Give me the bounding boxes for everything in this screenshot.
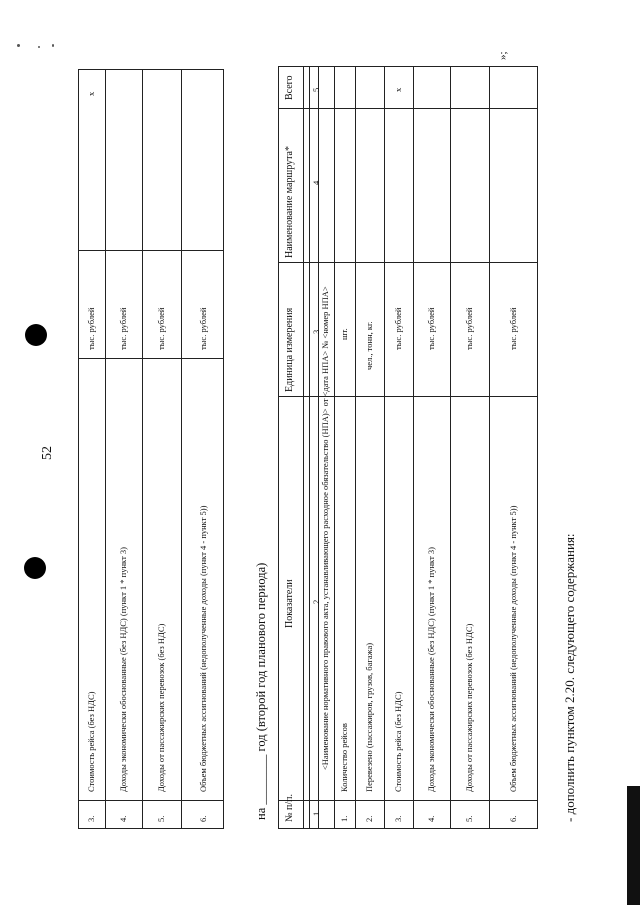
col-number: 1 xyxy=(311,811,321,816)
header-total: Всего xyxy=(284,75,295,100)
row-label: Доходы от пассажирских перевозок (без НДС) xyxy=(464,623,474,792)
top-row-unit: тыс. рублей xyxy=(198,307,208,350)
row-num: 2. xyxy=(364,815,374,822)
top-row-num: 3. xyxy=(86,815,96,822)
closing-quote: »; xyxy=(497,51,509,60)
header-unit: Единица измерения xyxy=(284,307,295,392)
top-row-label: Доходы экономически обоснованные (без НДС) (пункт 1 * пункт 3) xyxy=(118,547,128,792)
top-row-label: Объем бюджетных ассигнований (недополученные доходы (пункт 4 - пункт 5)) xyxy=(198,505,208,792)
row-label: Объем бюджетных ассигнований (недополученные доходы (пункт 4 - пункт 5)) xyxy=(508,505,518,792)
top-row-unit: тыс. рублей xyxy=(118,307,128,350)
punch-hole xyxy=(25,324,47,346)
footer-text: - дополнить пунктом 2.20. следующего содержания: xyxy=(562,533,577,822)
scan-speck xyxy=(17,44,20,47)
row-num: 4. xyxy=(426,815,436,822)
top-row-unit: тыс. рублей xyxy=(156,307,166,350)
header-indicators: Показатели xyxy=(284,579,295,628)
row-num: 5. xyxy=(464,815,474,822)
col-number: 5 xyxy=(311,87,321,92)
page-number: 52 xyxy=(40,446,55,460)
col-number: 3 xyxy=(311,329,321,334)
row-unit: тыс. рублей xyxy=(508,307,518,350)
row-unit: тыс. рублей xyxy=(393,307,403,350)
top-row-num: 6. xyxy=(198,815,208,822)
scan-speck xyxy=(52,44,54,47)
row-unit: чел., тонн, кг. xyxy=(364,321,374,370)
row-unit: тыс. рублей xyxy=(464,307,474,350)
scan-edge-bar xyxy=(627,786,640,905)
row-unit: тыс. рублей xyxy=(426,307,436,350)
row-num: 3. xyxy=(393,815,403,822)
section-heading xyxy=(254,563,269,820)
header-route: Наименование маршрута* xyxy=(284,146,295,258)
col-number: 2 xyxy=(311,599,321,604)
top-row-num: 4. xyxy=(118,815,128,822)
row-label: Доходы экономически обоснованные (без НДС) (пункт 1 * пункт 3) xyxy=(426,547,436,792)
top-row-label: Стоимость рейса (без НДС) xyxy=(86,691,96,792)
heading-blank: ________ xyxy=(254,754,268,805)
top-row-label: Доходы от пассажирских перевозок (без НДС) xyxy=(156,623,166,792)
row-unit: шт. xyxy=(339,328,349,340)
col-number: 4 xyxy=(311,180,321,185)
heading-prefix: на xyxy=(254,807,268,820)
punch-hole xyxy=(24,557,46,579)
npa-line: <Наименование нормативного правового акта, устанавливающего расходное обязательство (НПА)> от <дата НПА> № <номер НПА> xyxy=(320,286,330,770)
row-label: Стоимость рейса (без НДС) xyxy=(393,691,403,792)
top-row-num: 5. xyxy=(156,815,166,822)
row-num: 1. xyxy=(339,815,349,822)
row-label: Количество рейсов xyxy=(339,723,349,792)
top-row-unit: тыс. рублей xyxy=(86,307,96,350)
scan-speck xyxy=(38,46,40,48)
row-num: 6. xyxy=(508,815,518,822)
row-mark: x xyxy=(393,87,403,92)
row-label: Перевезено (пассажиров, грузов, багажа) xyxy=(364,642,374,792)
header-num: № п/п. xyxy=(284,793,295,822)
top-row-mark: x xyxy=(86,91,96,96)
heading-rest: год (второй год планового периода) xyxy=(254,562,268,752)
